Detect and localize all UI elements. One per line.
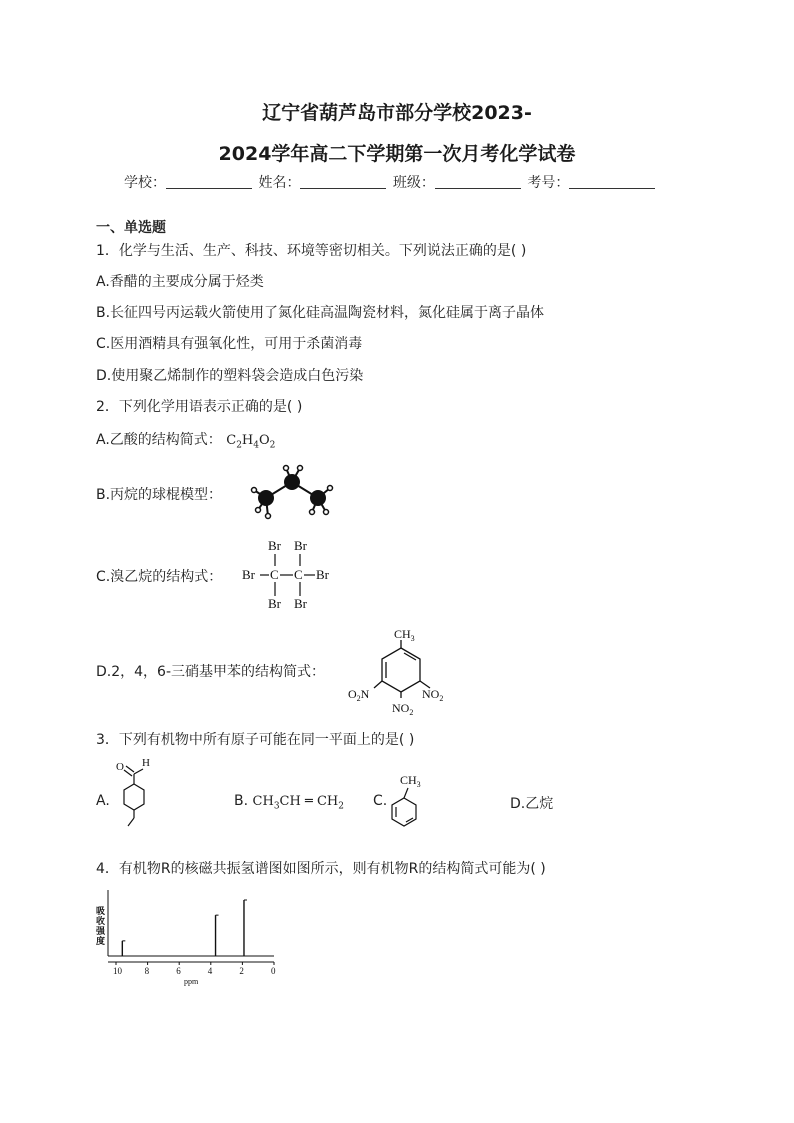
q3-option-b	[234, 793, 344, 812]
q1-option-a: A.香醋的主要成分属于烃类	[96, 274, 264, 290]
q2-option-a	[96, 429, 275, 451]
q3-option-d: D.乙烷	[510, 796, 554, 812]
q3-b-label: B.	[234, 793, 249, 809]
x-tick-label: 2	[239, 966, 244, 976]
svg-text:NO2: $NO_2$	[422, 687, 444, 703]
chart-ylabel-char: 收	[96, 916, 106, 926]
q3-stem: 3．下列有机物中所有原子可能在同一平面上的是( )	[96, 732, 415, 748]
chart-ylabel-char: 度	[96, 936, 106, 946]
svg-text:H: H	[142, 758, 150, 769]
q2-d-label: D.2，4，6-三硝基甲苯的结构简式：	[96, 664, 326, 680]
svg-text:O: O	[116, 761, 124, 773]
svg-text:CH3: $CH_3$	[394, 627, 415, 643]
x-tick-label: 8	[144, 966, 150, 976]
x-tick-label: 6	[176, 966, 181, 976]
chart-xlabel: ppm	[184, 977, 199, 986]
svg-text:Br: Br	[242, 567, 255, 582]
x-tick-label: 10	[113, 966, 122, 976]
chart-ylabel-char: 强	[96, 926, 106, 936]
svg-text:C: C	[270, 567, 279, 582]
svg-text:NO2: $NO_2$	[392, 701, 414, 717]
svg-text:CH3: $CH_3$	[400, 773, 421, 789]
class-label: 班级：	[392, 175, 435, 191]
propane-ball-stick-model	[246, 462, 338, 520]
school-label: 学校：	[124, 175, 166, 191]
toluene-structure	[386, 770, 432, 834]
exam-number-blank[interactable]	[569, 174, 655, 189]
nmr-spectrum-chart	[94, 888, 288, 988]
q2-c-label: C.溴乙烷的结构式：	[96, 569, 223, 585]
q1-stem: 1．化学与生活、生产、科技、环境等密切相关。下列说法正确的是( )	[96, 243, 527, 259]
svg-text:Br: Br	[294, 538, 307, 553]
title-line-2: 2024学年高二下学期第一次月考化学试卷	[218, 143, 576, 165]
bromoethane-structural-formula	[238, 536, 338, 614]
x-tick-label: 0	[271, 966, 276, 976]
x-tick-label: 4	[207, 966, 213, 976]
q3-a-label: A.	[96, 793, 110, 809]
section-heading: 一、单选题	[96, 220, 166, 236]
svg-text:C: C	[294, 567, 303, 582]
q2-a-label: A.乙酸的结构简式：	[96, 432, 222, 448]
chart-ylabel-char: 吸	[96, 906, 106, 916]
q3-c-label: C.	[373, 793, 388, 809]
q4-stem: 4．有机物R的核磁共振氢谱图如图所示，则有机物R的结构简式可能为( )	[96, 861, 546, 877]
exam-number-label: 考号：	[527, 175, 570, 191]
svg-text:Br: Br	[268, 596, 281, 611]
q1-option-d: D.使用聚乙烯制作的塑料袋会造成白色污染	[96, 368, 364, 384]
svg-text:O2N: $O_2N$	[348, 687, 370, 703]
benzaldehyde-vinyl-structure	[112, 758, 160, 836]
svg-text:Br: Br	[268, 538, 281, 553]
q1-option-b: B.长征四号丙运载火箭使用了氮化硅高温陶瓷材料，氮化硅属于离子晶体	[96, 305, 545, 321]
class-blank[interactable]	[435, 174, 521, 189]
svg-text:Br: Br	[316, 567, 329, 582]
q1-option-c: C.医用酒精具有强氧化性，可用于杀菌消毒	[96, 336, 363, 352]
acetic-acid-formula: $C_2H_4O_2$	[226, 433, 276, 451]
school-blank[interactable]	[166, 174, 252, 189]
svg-text:Br: Br	[294, 596, 307, 611]
q2-b-label: B.丙烷的球棍模型：	[96, 487, 223, 503]
name-label: 姓名：	[258, 175, 301, 191]
propene-formula: $CH_3CH$ ═ $CH_2$	[252, 794, 344, 812]
name-blank[interactable]	[300, 174, 386, 189]
student-info-line	[124, 172, 657, 192]
title-line-1: 辽宁省葫芦岛市部分学校2023-	[262, 102, 532, 124]
tnt-structural-formula	[346, 622, 456, 718]
q2-stem: 2．下列化学用语表示正确的是( )	[96, 399, 303, 415]
